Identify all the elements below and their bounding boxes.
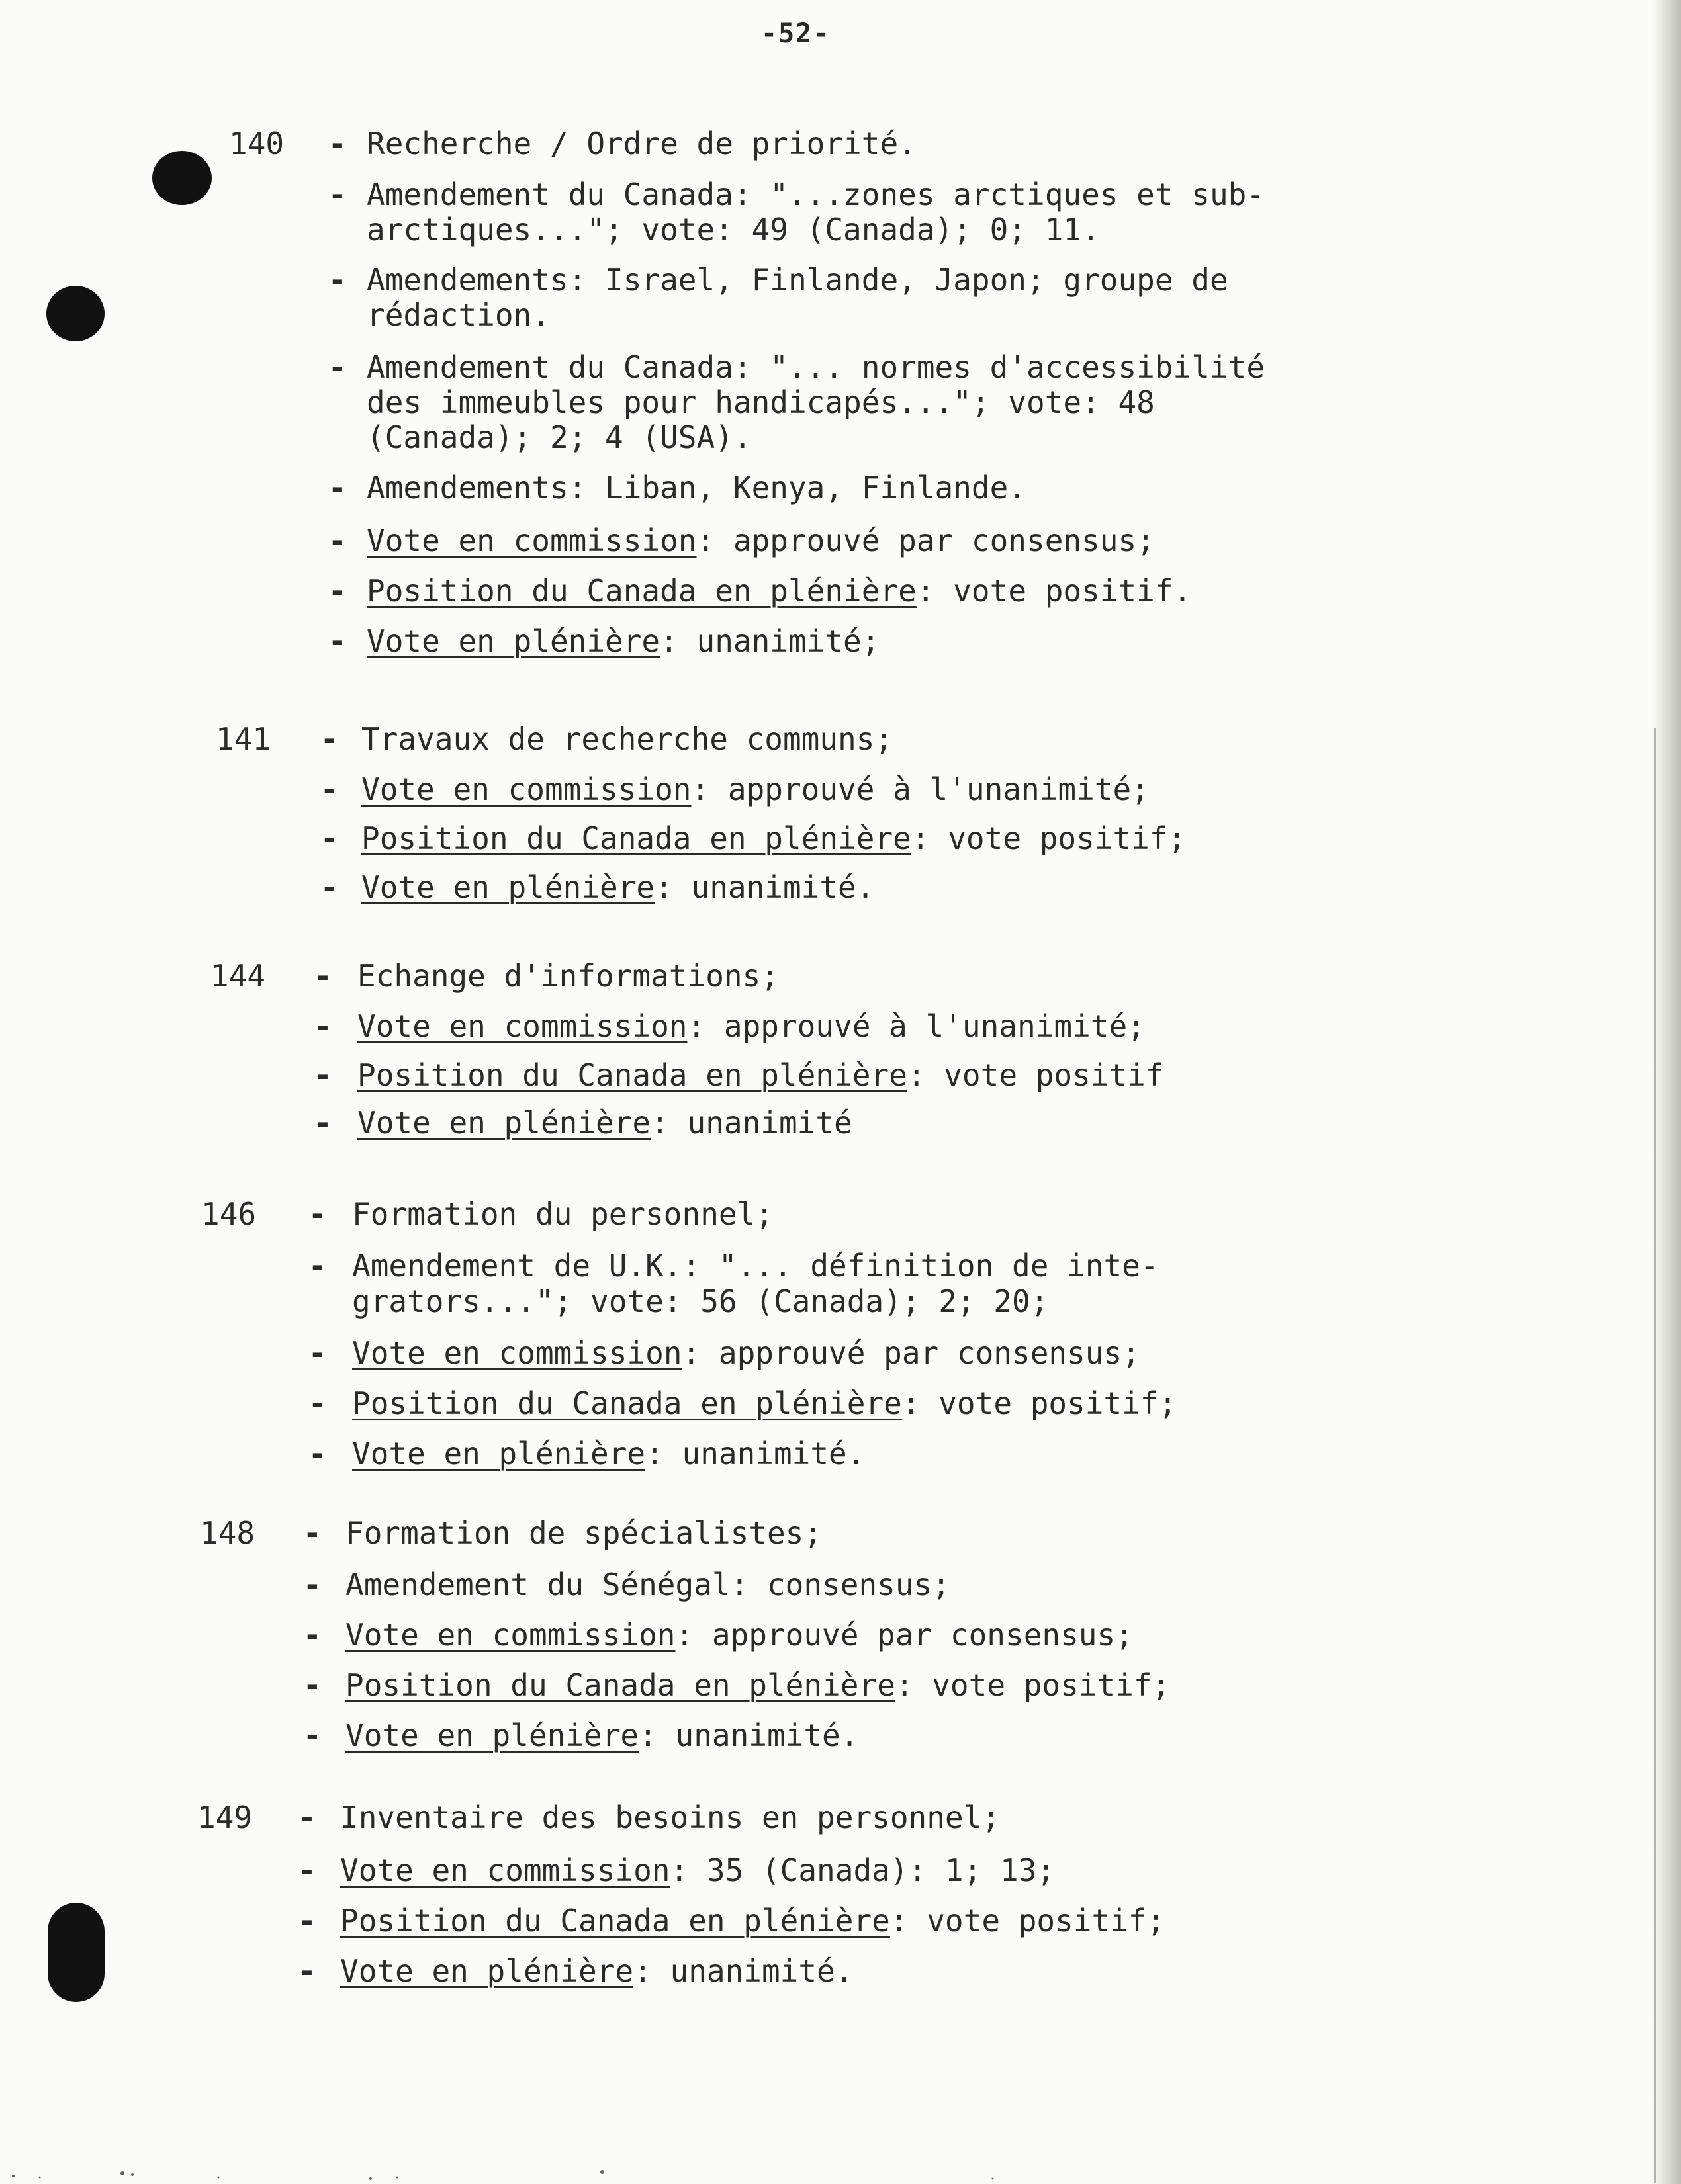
vote-commission-label: Vote en commission bbox=[352, 1335, 682, 1371]
section-number: 140 bbox=[229, 126, 285, 161]
punch-hole-bottom bbox=[48, 1903, 105, 2002]
position-canada-label: Position du Canada en plénière bbox=[357, 1057, 907, 1093]
position-canada-label: Position du Canada en plénière bbox=[345, 1667, 895, 1703]
vote-pleniere-label: Vote en plénière bbox=[352, 1436, 646, 1471]
vote-commission-label: Vote en commission bbox=[340, 1853, 670, 1888]
section-number: 149 bbox=[197, 1800, 253, 1835]
section-number: 144 bbox=[210, 958, 266, 994]
page-number: -52- bbox=[761, 19, 831, 49]
position-canada-label: Position du Canada en plénière bbox=[340, 1903, 890, 1939]
vote-pleniere-label: Vote en plénière bbox=[340, 1953, 634, 1989]
section-number: 141 bbox=[216, 721, 271, 757]
scan-noise bbox=[0, 2158, 1681, 2184]
vote-pleniere-label: Vote en plénière bbox=[367, 623, 660, 659]
position-canada-label: Position du Canada en plénière bbox=[367, 573, 917, 609]
binding-mark bbox=[1654, 728, 1656, 2183]
vote-pleniere-label: Vote en plénière bbox=[345, 1718, 639, 1753]
vote-commission-label: Vote en commission bbox=[345, 1617, 676, 1653]
punch-hole-top bbox=[152, 151, 212, 205]
vote-pleniere-label: Vote en plénière bbox=[357, 1105, 651, 1141]
vote-pleniere-label: Vote en plénière bbox=[361, 869, 655, 905]
position-canada-label: Position du Canada en plénière bbox=[361, 820, 911, 856]
vote-commission-label: Vote en commission bbox=[361, 771, 692, 807]
position-canada-label: Position du Canada en plénière bbox=[352, 1385, 902, 1421]
punch-hole-middle bbox=[46, 286, 105, 341]
vote-commission-label: Vote en commission bbox=[367, 523, 697, 558]
section-number: 148 bbox=[200, 1515, 255, 1551]
section-number: 146 bbox=[201, 1196, 257, 1232]
vote-commission-label: Vote en commission bbox=[357, 1008, 688, 1044]
